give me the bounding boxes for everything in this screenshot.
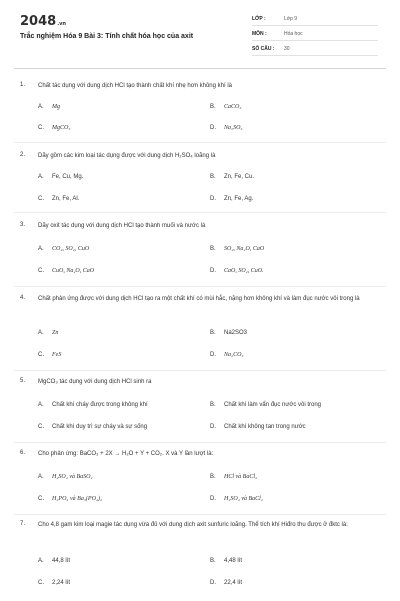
header-divider <box>14 68 386 69</box>
question-stem: Dãy gồm các kim loại tác dụng được với dung dịch H₂SO₄ loãng là <box>38 153 216 159</box>
option-letter: C. <box>38 125 44 131</box>
logo-sub: .vn <box>57 21 66 27</box>
option-letter: A. <box>38 330 44 336</box>
option-text: Na₂SO₃ <box>224 125 243 131</box>
page-title: Trắc nghiệm Hóa 9 Bài 3: Tính chất hóa học của axit <box>20 33 194 40</box>
option-text: Zn <box>52 330 59 336</box>
question-1 <box>0 82 400 162</box>
option-text: H₂SO₄ và BaSO₄ <box>52 474 93 480</box>
question-number: 7. <box>20 521 26 527</box>
info-value: 30 <box>284 46 290 52</box>
option-letter: B. <box>210 330 216 336</box>
question-divider <box>14 370 386 371</box>
header <box>0 0 400 64</box>
question-stem: Dãy oxit tác dụng với dung dịch HCl tạo thành muối và nước là <box>38 223 206 229</box>
question-stem: Chất phản ứng được với dung dịch HCl tạo ra một chất khí có mùi hắc, nặng hơn không khí và làm đục nước vôi trong là <box>38 296 360 302</box>
option-letter: D. <box>210 496 216 502</box>
info-label: LỚP : <box>252 16 266 22</box>
option-text: Fe, Cu, Mg. <box>52 174 84 180</box>
question-divider <box>14 212 386 213</box>
option-letter: C. <box>38 268 44 274</box>
info-row-count <box>252 43 378 56</box>
question-divider <box>14 442 386 443</box>
info-value: Hóa học <box>284 31 303 37</box>
option-text: Chất khí không tan trong nước <box>224 424 306 430</box>
info-row-subject <box>252 28 378 41</box>
option-text: Zn, Fe, Cu. <box>224 174 255 180</box>
option-letter: A. <box>38 104 44 110</box>
option-text: FeS <box>52 352 62 358</box>
question-number: 5. <box>20 378 26 384</box>
option-letter: A. <box>38 174 44 180</box>
info-label: SỐ CÂU : <box>252 46 275 52</box>
option-text: 4,48 lít <box>224 558 243 564</box>
option-text: 2,24 lít <box>52 580 71 586</box>
option-letter: C. <box>38 580 44 586</box>
question-number: 6. <box>20 450 26 456</box>
question-divider <box>14 142 386 143</box>
question-divider <box>14 286 386 287</box>
question-stem: Cho phản ứng: BaCO₃ + 2X → H₂O + Y + CO₂. X và Y lần lượt là: <box>38 451 214 457</box>
option-text: Chất khí duy trì sự cháy và sự sống <box>52 424 148 430</box>
option-text: H₂SO₄ và BaCl₂ <box>224 496 263 502</box>
option-letter: B. <box>210 104 216 110</box>
option-text: Chất khí làm vẩn đục nước vôi trong <box>224 402 321 408</box>
logo-main: 2048 <box>20 14 57 29</box>
option-letter: A. <box>38 246 44 252</box>
option-letter: C. <box>38 352 44 358</box>
question-divider <box>14 514 386 515</box>
option-text: CaCO₃ <box>224 104 242 110</box>
option-letter: A. <box>38 474 44 480</box>
question-number: 2. <box>20 152 26 158</box>
option-text: H₃PO₄ và Ba₃(PO₄)₂ <box>52 496 103 502</box>
option-text: Zn, Fe, Ag. <box>224 196 254 202</box>
question-number: 3. <box>20 222 26 228</box>
option-letter: B. <box>210 174 216 180</box>
option-text: CaO, SO₂, CuO. <box>224 268 264 274</box>
question-number: 1. <box>20 82 26 88</box>
option-letter: C. <box>38 196 44 202</box>
option-letter: B. <box>210 558 216 564</box>
option-text: 22,4 lít <box>224 580 243 586</box>
question-7 <box>0 521 400 601</box>
question-4 <box>0 295 400 375</box>
option-text: MgCO₃ <box>52 125 71 131</box>
option-text: 44,8 lít <box>52 558 71 564</box>
option-letter: A. <box>38 402 44 408</box>
info-label: MÔN : <box>252 31 267 37</box>
option-letter: B. <box>210 246 216 252</box>
option-text: Zn, Fe, Al. <box>52 196 80 202</box>
question-3 <box>0 222 400 302</box>
option-letter: A. <box>38 558 44 564</box>
option-letter: D. <box>210 196 216 202</box>
option-letter: B. <box>210 474 216 480</box>
info-row-class <box>252 13 378 26</box>
option-text: Mg <box>52 104 60 110</box>
option-letter: B. <box>210 402 216 408</box>
question-number: 4. <box>20 295 26 301</box>
option-letter: D. <box>210 424 216 430</box>
site-logo[interactable] <box>20 14 66 29</box>
option-letter: D. <box>210 352 216 358</box>
info-value: Lớp 9 <box>284 16 298 22</box>
option-letter: C. <box>38 496 44 502</box>
option-text: CuO, Na₂O, CaO <box>52 268 95 274</box>
question-stem: Chất tác dụng với dung dịch HCl tạo thành chất khí nhẹ hơn không khí là <box>38 83 232 89</box>
option-text: SO₂, Na₂O, CaO <box>224 246 265 252</box>
question-6 <box>0 450 400 530</box>
option-letter: C. <box>38 424 44 430</box>
option-text: Na2SO3 <box>224 330 248 336</box>
option-letter: D. <box>210 125 216 131</box>
question-2 <box>0 152 400 232</box>
question-stem: MgCO₃ tác dụng với dung dịch HCl sinh ra <box>38 379 152 385</box>
option-text: Na₂CO₃ <box>224 352 244 358</box>
option-letter: D. <box>210 268 216 274</box>
option-text: HCl và BaCl₂ <box>224 474 258 480</box>
option-letter: D. <box>210 580 216 586</box>
question-stem: Cho 4,8 gam kim loại magie tác dụng vừa đủ với dung dịch axit sunfuric loãng. Thể tích khí Hiđro thu được ở đktc là: <box>38 522 348 528</box>
option-text: CO₂, SO₂, CuO <box>52 246 90 252</box>
option-text: Chất khí cháy được trong không khí <box>52 402 148 408</box>
question-5 <box>0 378 400 458</box>
